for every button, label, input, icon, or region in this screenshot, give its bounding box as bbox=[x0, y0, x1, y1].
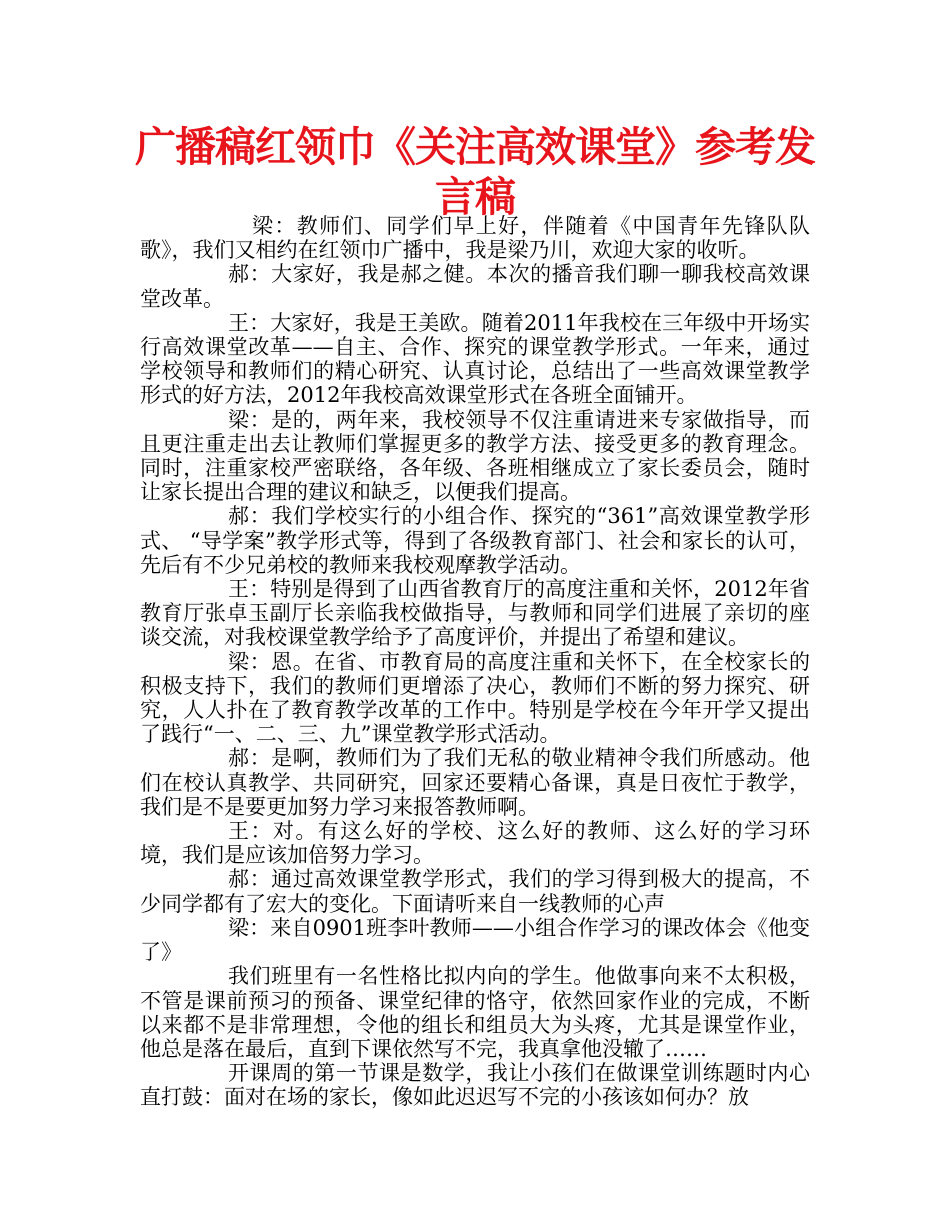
document-title: 广播稿红领巾《关注高效课堂》参考发言稿 bbox=[135, 123, 815, 221]
paragraph-9: 王：对。有这么好的学校、这么好的教师、这么好的学习环境，我们是应该加倍努力学习。 bbox=[140, 819, 810, 868]
paragraph-8: 郝：是啊，教师们为了我们无私的敬业精神令我们所感动。他们在校认真教学、共同研究，回家还要精心备课，真是日夜忙于教学，我们是不是要更加努力学习来报答教师啊。 bbox=[140, 746, 810, 819]
paragraph-13: 开课周的第一节课是数学，我让小孩们在做课堂训练题时内心直打鼓：面对在场的家长，像如此迟迟写不完的小孩该如何办？放 bbox=[140, 1061, 810, 1110]
paragraph-3: 王：大家好，我是王美欧。随着2011年我校在三年级中开场实行高效课堂改革——自主、合作、探究的课堂教学形式。一年来，通过学校领导和教师们的精心研究、认真讨论，总结出了一些高效课堂教学形式的好方法，2012年我校高效课堂形式在各班全面铺开。 bbox=[140, 310, 810, 408]
document-body bbox=[140, 214, 810, 1110]
paragraph-6: 王：特别是得到了山西省教育厅的高度注重和关怀，2012年省教育厅张卓玉副厅长亲临我校做指导，与教师和同学们进展了亲切的座谈交流，对我校课堂教学给予了高度评价，并提出了希望和建议。 bbox=[140, 577, 810, 650]
paragraph-1: 梁：教师们、同学们早上好，伴随着《中国青年先锋队队歌》，我们又相约在红领巾广播中，我是梁乃川，欢迎大家的收听。 bbox=[140, 214, 810, 263]
paragraph-11: 梁：来自0901班李叶教师——小组合作学习的课改体会《他变了》 bbox=[140, 915, 810, 965]
paragraph-4: 梁：是的，两年来，我校领导不仅注重请进来专家做指导，而且更注重走出去让教师们掌握更多的教学方法、接受更多的教育理念。同时，注重家校严密联络，各年级、各班相继成立了家长委员会，随时让家长提出合理的建议和缺乏，以便我们提高。 bbox=[140, 407, 810, 505]
paragraph-5: 郝：我们学校实行的小组合作、探究的“361”高效课堂教学形式、 “导学案”教学形式等，得到了各级教育部门、社会和家长的认可，先后有不少兄弟校的教师来我校观摩教学活动。 bbox=[140, 504, 810, 577]
paragraph-2: 郝：大家好，我是郝之健。本次的播音我们聊一聊我校高效课堂改革。 bbox=[140, 262, 810, 311]
paragraph-12: 我们班里有一名性格比拟内向的学生。他做事向来不太积极，不管是课前预习的预备、课堂纪律的恪守，依然回家作业的完成，不断以来都不是非常理想，令他的组长和组员大为头疼，尤其是课堂作业，他总是落在最后，直到下课依然写不完，我真拿他没辙了…… bbox=[140, 964, 810, 1061]
paragraph-7: 梁：恩。在省、市教育局的高度注重和关怀下，在全校家长的积极支持下，我们的教师们更增添了决心，教师们不断的努力探究、研究，人人扑在了教育教学改革的工作中。特别是学校在今年开学又提出了践行“一、二、三、九”课堂教学形式活动。 bbox=[140, 649, 810, 747]
paragraph-10: 郝：通过高效课堂教学形式，我们的学习得到极大的提高，不少同学都有了宏大的变化。下面请听来自一线教师的心声 bbox=[140, 867, 810, 916]
